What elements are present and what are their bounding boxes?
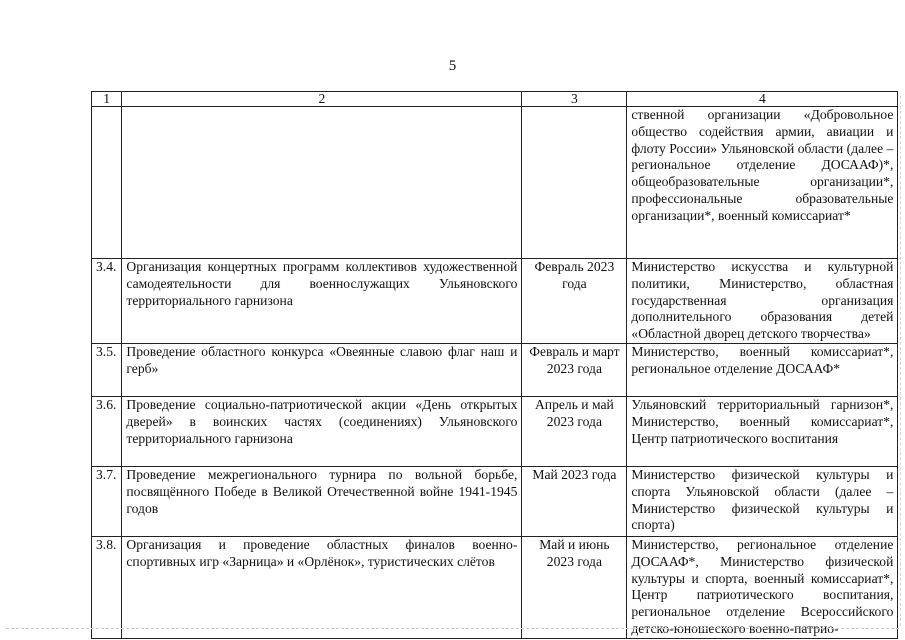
column-header-event: 2 bbox=[122, 92, 522, 107]
column-header-number: 1 bbox=[92, 92, 122, 107]
events-table bbox=[91, 91, 898, 639]
event-cell: Проведение социально-патриотической акции «День открытых дверей» в воинских частях (соединениях) Ульяновского территориального гарнизона bbox=[122, 396, 522, 466]
date-cell: Апрель и май 2023 года bbox=[522, 396, 627, 466]
row-number bbox=[92, 107, 122, 259]
table-row bbox=[92, 536, 898, 638]
column-header-executors: 4 bbox=[627, 92, 898, 107]
date-cell: Май 2023 года bbox=[522, 466, 627, 536]
row-number: 3.8. bbox=[92, 536, 122, 638]
column-header-date: 3 bbox=[522, 92, 627, 107]
scan-edge-marks bbox=[900, 96, 901, 626]
executors-cell: Министерство физической культуры и спорта Ульяновской области (далее – Министерство физической культуры и спорта) bbox=[627, 466, 898, 536]
date-cell: Февраль 2023 года bbox=[522, 259, 627, 344]
executors-cell: Министерство искусства и культурной политики, Министерство, областная государственная организация дополнительного образования детей «Областной дворец детского творчества» bbox=[627, 259, 898, 344]
table-header-row bbox=[92, 92, 898, 107]
row-number: 3.7. bbox=[92, 466, 122, 536]
table-row bbox=[92, 396, 898, 466]
event-cell: Проведение межрегионального турнира по вольной борьбе, посвящённого Победе в Великой Отечественной войне 1941-1945 годов bbox=[122, 466, 522, 536]
executors-cell: Министерство, региональное отделение ДОСААФ*, Министерство физической культуры и спорта, военный комиссариат*, Центр патриотического воспитания, региональное отделение Всероссийского детско-юношеского военно-патрио- bbox=[627, 536, 898, 638]
page-number: 5 bbox=[448, 58, 457, 74]
event-cell: Организация концертных программ коллективов художественной самодеятельности для военнослужащих Ульяновского территориального гарнизона bbox=[122, 259, 522, 344]
executors-cell: Ульяновский территориальный гарнизон*, Министерство, военный комиссариат*, Центр патриотического воспитания bbox=[627, 396, 898, 466]
event-cell bbox=[122, 107, 522, 259]
date-cell: Февраль и март 2023 года bbox=[522, 343, 627, 396]
scan-bottom-marks bbox=[6, 628, 899, 629]
table-row bbox=[92, 107, 898, 259]
executors-cell: ственной организации «Добровольное общество содействия армии, авиации и флоту России» Ульяновской области (далее – региональное отделение ДОСААФ)*, общеобразовательные организации*, профессиональные образовательные организации*, военный комиссариат* bbox=[627, 107, 898, 259]
row-number: 3.4. bbox=[92, 259, 122, 344]
table-row bbox=[92, 343, 898, 396]
date-cell bbox=[522, 107, 627, 259]
date-cell: Май и июнь 2023 года bbox=[522, 536, 627, 638]
table-row bbox=[92, 466, 898, 536]
event-cell: Организация и проведение областных финалов военно-спортивных игр «Зарница» и «Орлёнок», туристических слётов bbox=[122, 536, 522, 638]
row-number: 3.5. bbox=[92, 343, 122, 396]
row-number: 3.6. bbox=[92, 396, 122, 466]
event-cell: Проведение областного конкурса «Овеянные славою флаг наш и герб» bbox=[122, 343, 522, 396]
executors-cell: Министерство, военный комиссариат*, региональное отделение ДОСААФ* bbox=[627, 343, 898, 396]
table-row bbox=[92, 259, 898, 344]
